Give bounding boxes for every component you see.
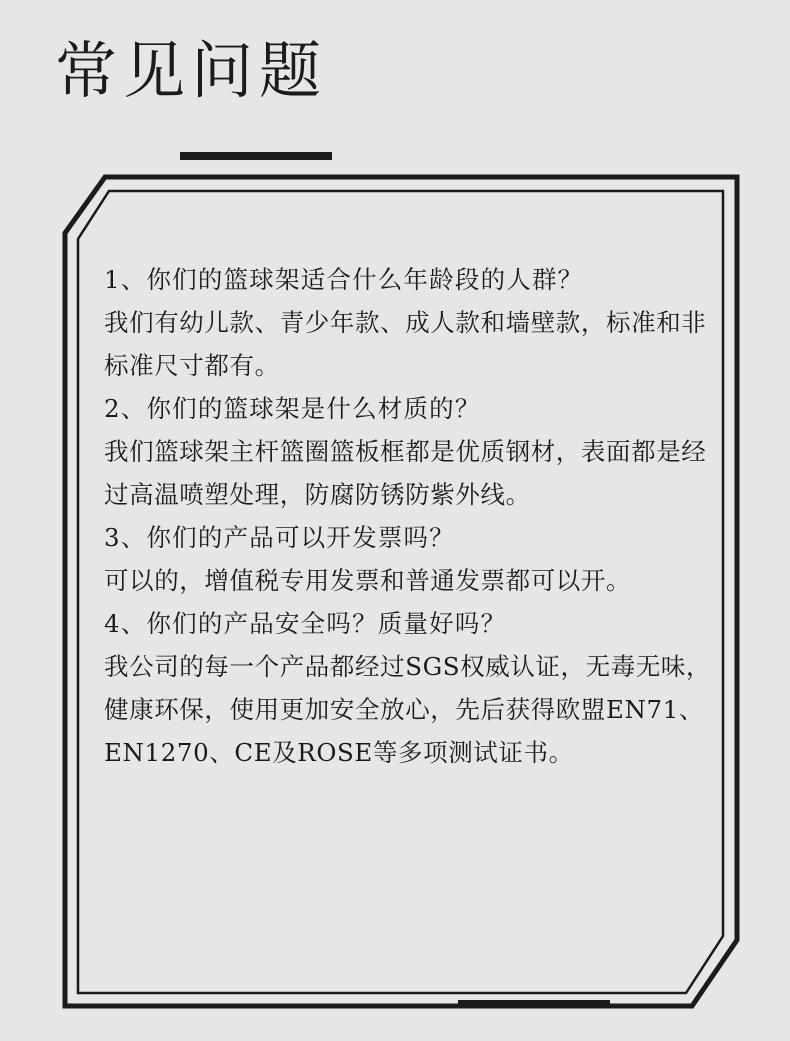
- faq-question: 3、你们的产品可以开发票吗？: [104, 523, 455, 552]
- faq-item: [104, 516, 714, 602]
- faq-item: [104, 602, 714, 774]
- faq-item: [104, 258, 714, 387]
- faq-question: 4、你们的产品安全吗？质量好吗？: [104, 609, 507, 638]
- faq-answer: 可以的，增值税专用发票和普通发票都可以开。: [104, 566, 632, 595]
- faq-item: [104, 387, 714, 516]
- faq-list: [104, 258, 714, 774]
- faq-question: 1、你们的篮球架适合什么年龄段的人群？: [104, 265, 584, 294]
- page-title: 常见问题: [55, 34, 328, 107]
- faq-answer: 我公司的每一个产品都经过SGS权威认证，无毒无味，健康环保，使用更加安全放心，先后获得欧盟EN71、EN1270、CE及ROSE等多项测试证书。: [104, 652, 712, 767]
- faq-question: 2、你们的篮球架是什么材质的？: [104, 394, 481, 423]
- decor-bar-top: [180, 152, 332, 160]
- faq-answer: 我们有幼儿款、青少年款、成人款和墙壁款，标准和非标准尺寸都有。: [104, 308, 707, 380]
- faq-answer: 我们篮球架主杆篮圈篮板框都是优质钢材，表面都是经过高温喷塑处理，防腐防锈防紫外线。: [104, 437, 707, 509]
